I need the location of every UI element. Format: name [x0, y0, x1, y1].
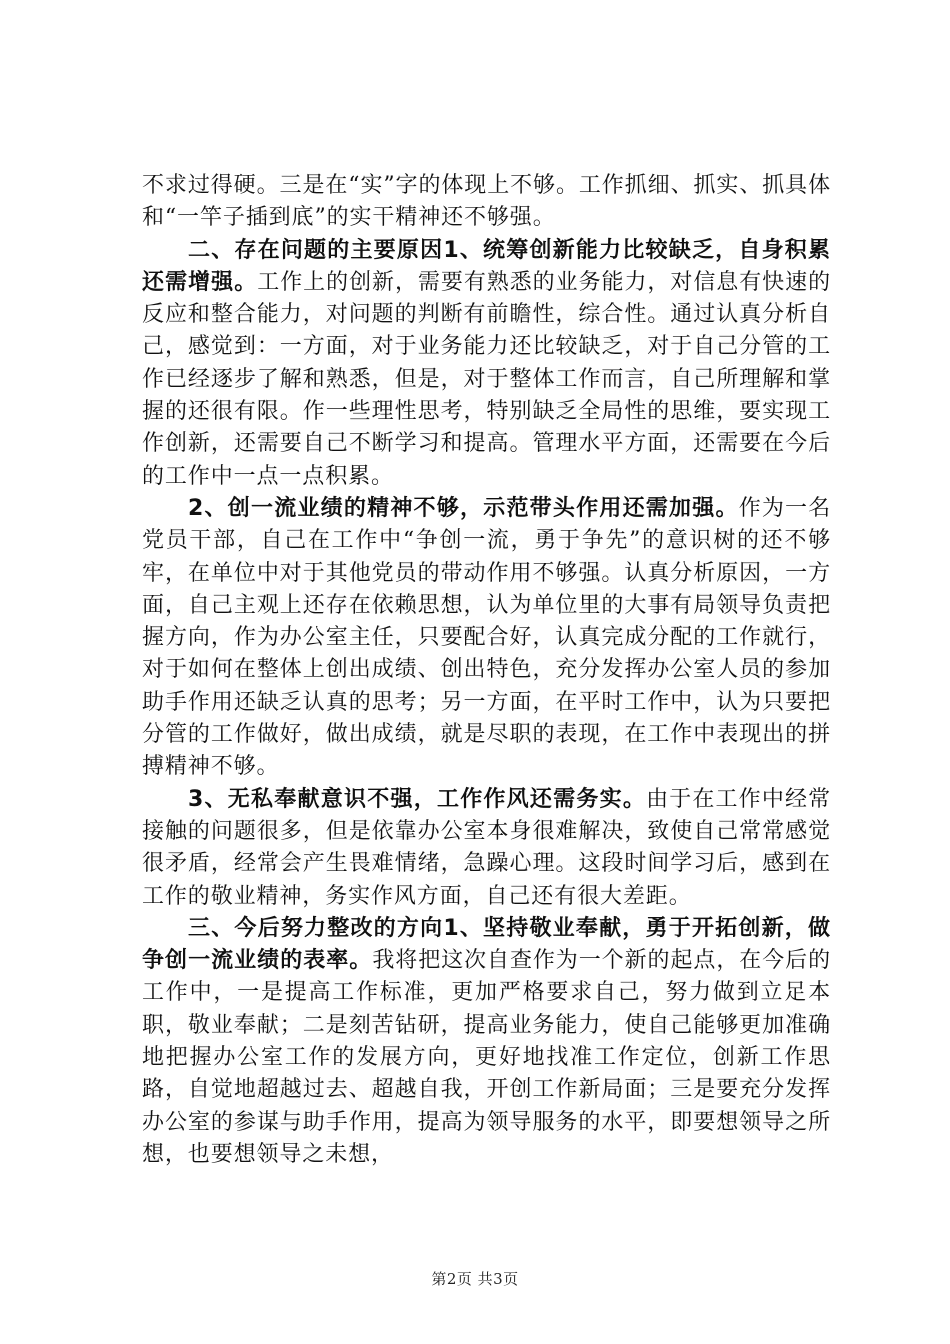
- paragraph-section-two: [142, 235, 831, 493]
- paragraph-section-three: [142, 913, 831, 1171]
- paragraph-text: 作为一名党员干部，自己在工作中“争创一流，勇于争先”的意识树的还不够牢，在单位中对于其他党员的带动作用不够强。认真分析原因，一方面，自己主观上还存在依赖思想，认为单位里的大事有局领导负责把握方向，作为办公室主任，只要配合好，认真完成分配的工作就行，对于如何在整体上创出成绩、创出特色，充分发挥办公室人员的参加助手作用还缺乏认真的思考；另一方面，在平时工作中，认为只要把分管的工作做好，做出成绩，就是尽职的表现，在工作中表现出的拼搏精神不够。: [142, 495, 831, 780]
- paragraph-continuation: [142, 170, 831, 235]
- paragraph-heading: 二、存在问题的主要原因1、统筹创新能力比较缺乏，自身积累还需增强。: [142, 237, 831, 295]
- document-body: [142, 170, 831, 1171]
- page-number-footer: 第2页 共3页: [431, 1270, 519, 1288]
- paragraph-point-two: [142, 493, 831, 784]
- paragraph-text: 由于在工作中经常接触的问题很多，但是依靠办公室本身很难解决，致使自己常常感觉很矛盾，经常会产生畏难情绪，急躁心理。这段时间学习后，感到在工作的敬业精神，务实作风方面，自己还有很大差距。: [142, 786, 832, 909]
- paragraph-text: 工作上的创新，需要有熟悉的业务能力，对信息有快速的反应和整合能力，对问题的判断有前瞻性，综合性。通过认真分析自己，感觉到：一方面，对于业务能力还比较缺乏，对于自己分管的工作已经逐步了解和熟悉，但是，对于整体工作而言，自己所理解和掌握的还很有限。作一些理性思考，特别缺乏全局性的思维，要实现工作创新，还需要自己不断学习和提高。管理水平方面，还需要在今后的工作中一点一点积累。: [142, 269, 831, 489]
- paragraph-heading: 2、创一流业绩的精神不够，示范带头作用还需加强。: [188, 495, 739, 521]
- paragraph-text: 不求过得硬。三是在“实”字的体现上不够。工作抓细、抓实、抓具体和“一竿子插到底”的实干精神还不够强。: [142, 173, 831, 231]
- paragraph-point-three: [142, 784, 831, 913]
- paragraph-heading: 三、今后努力整改的方向1、坚持敬业奉献，勇于开拓创新，做争创一流业绩的表率。: [142, 915, 831, 974]
- paragraph-text: 我将把这次自查作为一个新的起点，在今后的工作中，一是提高工作标准，更加严格要求自己，努力做到立足本职，敬业奉献；二是刻苦钻研，提高业务能力，使自己能够更加准确地把握办公室工作的发展方向，更好地找准工作定位，创新工作思路，自觉地超越过去、超越自我，开创工作新局面；三是要充分发挥办公室的参谋与助手作用，提高为领导服务的水平，即要想领导之所想，也要想领导之未想，: [142, 948, 831, 1167]
- paragraph-heading: 3、无私奉献意识不强，工作作风还需务实。: [188, 786, 647, 812]
